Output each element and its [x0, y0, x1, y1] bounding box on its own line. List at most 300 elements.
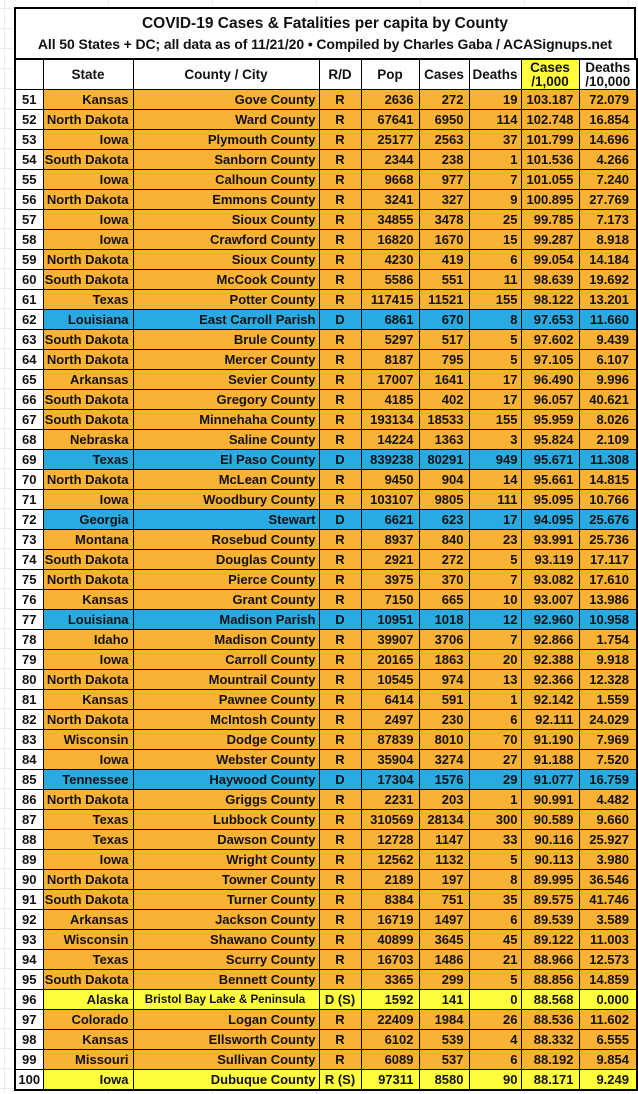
- county-cell: Webster County: [133, 750, 319, 770]
- cases-cell: 1018: [419, 610, 469, 630]
- deaths-per-10000-cell: 13.201: [579, 290, 637, 310]
- table-row: [15, 830, 637, 850]
- cases-per-1000-cell: 91.077: [521, 770, 579, 790]
- cases-per-1000-cell: 89.539: [521, 910, 579, 930]
- county-cell: Stewart: [133, 510, 319, 530]
- cases-per-1000-cell: 95.824: [521, 430, 579, 450]
- cases-cell: 840: [419, 530, 469, 550]
- deaths-cell: 11: [469, 270, 521, 290]
- page-title: COVID-19 Cases & Fatalities per capita by County: [141, 15, 509, 32]
- cases-per-1000-cell: 88.536: [521, 1010, 579, 1030]
- county-cell: Pierce County: [133, 570, 319, 590]
- party-cell: R: [319, 830, 361, 850]
- deaths-cell: 0: [469, 990, 521, 1010]
- rank-cell: 68: [15, 430, 43, 450]
- col-header-rank: [15, 59, 43, 90]
- party-cell: R: [319, 410, 361, 430]
- party-cell: R: [319, 370, 361, 390]
- state-cell: Arkansas: [43, 910, 133, 930]
- population-cell: 4185: [361, 390, 419, 410]
- deaths-cell: 8: [469, 310, 521, 330]
- rank-cell: 99: [15, 1050, 43, 1070]
- state-cell: South Dakota: [43, 390, 133, 410]
- population-cell: 103107: [361, 490, 419, 510]
- col-header-cases-per-1000: [521, 59, 579, 90]
- deaths-cell: 17: [469, 370, 521, 390]
- rank-cell: 89: [15, 850, 43, 870]
- state-cell: North Dakota: [43, 470, 133, 490]
- population-cell: 2636: [361, 90, 419, 110]
- deaths-cell: 5: [469, 330, 521, 350]
- party-cell: R: [319, 910, 361, 930]
- rank-cell: 88: [15, 830, 43, 850]
- cases-cell: 1486: [419, 950, 469, 970]
- col-header-rd: R/D: [319, 59, 361, 90]
- cases-per-1000-cell: 88.568: [521, 990, 579, 1010]
- table-row: [15, 370, 637, 390]
- party-cell: R: [319, 530, 361, 550]
- population-cell: 6102: [361, 1030, 419, 1050]
- party-cell: D: [319, 770, 361, 790]
- rank-cell: 81: [15, 690, 43, 710]
- cases-per-1000-cell: 91.190: [521, 730, 579, 750]
- state-cell: North Dakota: [43, 110, 133, 130]
- population-cell: 5586: [361, 270, 419, 290]
- cases-per-1000-cell: 92.960: [521, 610, 579, 630]
- population-cell: 8937: [361, 530, 419, 550]
- county-cell: Dubuque County: [133, 1070, 319, 1091]
- deaths-cell: 17: [469, 390, 521, 410]
- deaths-per-10000-cell: 17.117: [579, 550, 637, 570]
- county-cell: Towner County: [133, 870, 319, 890]
- col-header-pop: Pop: [361, 59, 419, 90]
- population-cell: 6414: [361, 690, 419, 710]
- deaths-per-10000-cell: 2.109: [579, 430, 637, 450]
- state-cell: North Dakota: [43, 350, 133, 370]
- page-subtitle: All 50 States + DC; all data as of 11/21/20 • Compiled by Charles Gaba / ACASignups.net: [37, 36, 613, 52]
- county-cell: Dodge County: [133, 730, 319, 750]
- rank-cell: 55: [15, 170, 43, 190]
- rank-cell: 82: [15, 710, 43, 730]
- deaths-per-10000-cell: 72.079: [579, 90, 637, 110]
- cases-cell: 670: [419, 310, 469, 330]
- population-cell: 2231: [361, 790, 419, 810]
- party-cell: R: [319, 350, 361, 370]
- state-cell: North Dakota: [43, 870, 133, 890]
- state-cell: Iowa: [43, 650, 133, 670]
- rank-cell: 64: [15, 350, 43, 370]
- rank-cell: 69: [15, 450, 43, 470]
- deaths-cell: 300: [469, 810, 521, 830]
- party-cell: D: [319, 450, 361, 470]
- cases-per-1000-cell: 99.054: [521, 250, 579, 270]
- population-cell: 22409: [361, 1010, 419, 1030]
- deaths-cell: 26: [469, 1010, 521, 1030]
- county-cell: Scurry County: [133, 950, 319, 970]
- table-row: [15, 110, 637, 130]
- deaths-cell: 23: [469, 530, 521, 550]
- population-cell: 67641: [361, 110, 419, 130]
- state-cell: Texas: [43, 830, 133, 850]
- deaths-per-10000-cell: 3.980: [579, 850, 637, 870]
- table-row: [15, 630, 637, 650]
- deaths-cell: 45: [469, 930, 521, 950]
- table-row: [15, 950, 637, 970]
- cases-cell: 419: [419, 250, 469, 270]
- header-row: [15, 59, 637, 90]
- cases-cell: 551: [419, 270, 469, 290]
- table-row: [15, 130, 637, 150]
- deaths-per-10000-cell: 4.482: [579, 790, 637, 810]
- state-cell: Louisiana: [43, 610, 133, 630]
- state-cell: North Dakota: [43, 710, 133, 730]
- party-cell: D: [319, 310, 361, 330]
- table-row: [15, 310, 637, 330]
- state-cell: Tennessee: [43, 770, 133, 790]
- cases-per-1000-cell: 90.116: [521, 830, 579, 850]
- party-cell: R: [319, 590, 361, 610]
- population-cell: 2189: [361, 870, 419, 890]
- deaths-per-10000-cell: 11.308: [579, 450, 637, 470]
- deaths-per-10000-cell: 10.958: [579, 610, 637, 630]
- deaths-cell: 4: [469, 1030, 521, 1050]
- cases-cell: 203: [419, 790, 469, 810]
- deaths-cell: 12: [469, 610, 521, 630]
- deaths-per-10000-cell: 9.918: [579, 650, 637, 670]
- deaths-per-10000-cell: 36.546: [579, 870, 637, 890]
- cases-cell: 238: [419, 150, 469, 170]
- population-cell: 14224: [361, 430, 419, 450]
- cases-rate-header-line1: Cases: [530, 59, 570, 75]
- cases-cell: 977: [419, 170, 469, 190]
- cases-cell: 591: [419, 690, 469, 710]
- county-cell: Gove County: [133, 90, 319, 110]
- state-cell: North Dakota: [43, 570, 133, 590]
- deaths-per-10000-cell: 1.754: [579, 630, 637, 650]
- deaths-cell: 5: [469, 350, 521, 370]
- deaths-cell: 14: [469, 470, 521, 490]
- rank-cell: 54: [15, 150, 43, 170]
- deaths-per-10000-cell: 13.986: [579, 590, 637, 610]
- rank-cell: 83: [15, 730, 43, 750]
- cases-cell: 1984: [419, 1010, 469, 1030]
- party-cell: R: [319, 230, 361, 250]
- table-row: [15, 270, 637, 290]
- table-row: [15, 550, 637, 570]
- cases-per-1000-cell: 92.366: [521, 670, 579, 690]
- rank-cell: 80: [15, 670, 43, 690]
- deaths-cell: 7: [469, 630, 521, 650]
- cases-per-1000-cell: 89.122: [521, 930, 579, 950]
- deaths-per-10000-cell: 9.996: [579, 370, 637, 390]
- deaths-cell: 3: [469, 430, 521, 450]
- cases-cell: 327: [419, 190, 469, 210]
- deaths-per-10000-cell: 25.927: [579, 830, 637, 850]
- population-cell: 12728: [361, 830, 419, 850]
- county-cell: Madison Parish: [133, 610, 319, 630]
- cases-per-1000-cell: 93.119: [521, 550, 579, 570]
- cases-per-1000-cell: 100.895: [521, 190, 579, 210]
- population-cell: 39907: [361, 630, 419, 650]
- cases-cell: 904: [419, 470, 469, 490]
- cases-cell: 28134: [419, 810, 469, 830]
- cases-per-1000-cell: 97.653: [521, 310, 579, 330]
- county-cell: Crawford County: [133, 230, 319, 250]
- county-cell: El Paso County: [133, 450, 319, 470]
- deaths-cell: 6: [469, 1050, 521, 1070]
- county-cell: McCook County: [133, 270, 319, 290]
- population-cell: 10545: [361, 670, 419, 690]
- table-row: [15, 330, 637, 350]
- deaths-cell: 70: [469, 730, 521, 750]
- rank-cell: 72: [15, 510, 43, 530]
- county-cell: Turner County: [133, 890, 319, 910]
- table-header: [15, 59, 637, 90]
- deaths-cell: 8: [469, 870, 521, 890]
- deaths-cell: 33: [469, 830, 521, 850]
- table-row: [15, 1010, 637, 1030]
- deaths-per-10000-cell: 9.660: [579, 810, 637, 830]
- party-cell: D: [319, 510, 361, 530]
- party-cell: R: [319, 270, 361, 290]
- deaths-cell: 7: [469, 570, 521, 590]
- cases-per-1000-cell: 88.171: [521, 1070, 579, 1091]
- county-ranking-table: [14, 58, 638, 1091]
- party-cell: R: [319, 570, 361, 590]
- state-cell: Kansas: [43, 1030, 133, 1050]
- cases-cell: 6950: [419, 110, 469, 130]
- state-cell: Iowa: [43, 130, 133, 150]
- population-cell: 6861: [361, 310, 419, 330]
- population-cell: 9450: [361, 470, 419, 490]
- cases-cell: 665: [419, 590, 469, 610]
- rank-cell: 51: [15, 90, 43, 110]
- party-cell: R: [319, 250, 361, 270]
- county-cell: Ellsworth County: [133, 1030, 319, 1050]
- cases-per-1000-cell: 92.866: [521, 630, 579, 650]
- rank-cell: 71: [15, 490, 43, 510]
- deaths-per-10000-cell: 6.107: [579, 350, 637, 370]
- col-header-state: State: [43, 59, 133, 90]
- deaths-cell: 6: [469, 250, 521, 270]
- county-cell: Ward County: [133, 110, 319, 130]
- cases-cell: 1363: [419, 430, 469, 450]
- county-cell: Sanborn County: [133, 150, 319, 170]
- cases-cell: 1576: [419, 770, 469, 790]
- cases-per-1000-cell: 93.082: [521, 570, 579, 590]
- state-cell: Wisconsin: [43, 930, 133, 950]
- population-cell: 16719: [361, 910, 419, 930]
- deaths-per-10000-cell: 14.184: [579, 250, 637, 270]
- deaths-per-10000-cell: 14.815: [579, 470, 637, 490]
- cases-cell: 8010: [419, 730, 469, 750]
- table-row: [15, 90, 637, 110]
- population-cell: 310569: [361, 810, 419, 830]
- state-cell: Iowa: [43, 490, 133, 510]
- party-cell: R: [319, 470, 361, 490]
- deaths-cell: 90: [469, 1070, 521, 1091]
- cases-per-1000-cell: 88.966: [521, 950, 579, 970]
- county-cell: Haywood County: [133, 770, 319, 790]
- deaths-cell: 1: [469, 690, 521, 710]
- rank-cell: 94: [15, 950, 43, 970]
- cases-cell: 1670: [419, 230, 469, 250]
- cases-cell: 974: [419, 670, 469, 690]
- table-row: [15, 890, 637, 910]
- cases-per-1000-cell: 96.057: [521, 390, 579, 410]
- cases-per-1000-cell: 88.192: [521, 1050, 579, 1070]
- state-cell: Iowa: [43, 170, 133, 190]
- deaths-cell: 10: [469, 590, 521, 610]
- deaths-cell: 949: [469, 450, 521, 470]
- party-cell: R: [319, 190, 361, 210]
- rank-cell: 87: [15, 810, 43, 830]
- cases-per-1000-cell: 89.995: [521, 870, 579, 890]
- table-row: [15, 990, 637, 1010]
- state-cell: Idaho: [43, 630, 133, 650]
- party-cell: R: [319, 150, 361, 170]
- county-cell: Griggs County: [133, 790, 319, 810]
- population-cell: 4230: [361, 250, 419, 270]
- rank-cell: 93: [15, 930, 43, 950]
- party-cell: R: [319, 490, 361, 510]
- cases-per-1000-cell: 97.105: [521, 350, 579, 370]
- state-cell: Iowa: [43, 850, 133, 870]
- population-cell: 16820: [361, 230, 419, 250]
- state-cell: Texas: [43, 290, 133, 310]
- cases-per-1000-cell: 98.639: [521, 270, 579, 290]
- population-cell: 1592: [361, 990, 419, 1010]
- cases-per-1000-cell: 95.959: [521, 410, 579, 430]
- state-cell: Louisiana: [43, 310, 133, 330]
- population-cell: 5297: [361, 330, 419, 350]
- cases-cell: 18533: [419, 410, 469, 430]
- population-cell: 10951: [361, 610, 419, 630]
- party-cell: R: [319, 430, 361, 450]
- cases-cell: 623: [419, 510, 469, 530]
- deaths-per-10000-cell: 16.759: [579, 770, 637, 790]
- state-cell: Kansas: [43, 90, 133, 110]
- cases-per-1000-cell: 90.991: [521, 790, 579, 810]
- state-cell: Arkansas: [43, 370, 133, 390]
- cases-cell: 299: [419, 970, 469, 990]
- county-cell: Minnehaha County: [133, 410, 319, 430]
- cases-per-1000-cell: 101.055: [521, 170, 579, 190]
- cases-per-1000-cell: 88.332: [521, 1030, 579, 1050]
- cases-per-1000-cell: 89.575: [521, 890, 579, 910]
- party-cell: R: [319, 810, 361, 830]
- state-cell: Iowa: [43, 230, 133, 250]
- table-row: [15, 610, 637, 630]
- rank-cell: 79: [15, 650, 43, 670]
- table-body: [15, 90, 637, 1091]
- county-cell: Emmons County: [133, 190, 319, 210]
- deaths-cell: 17: [469, 510, 521, 530]
- cases-cell: 80291: [419, 450, 469, 470]
- rank-cell: 85: [15, 770, 43, 790]
- party-cell: R: [319, 670, 361, 690]
- rank-cell: 90: [15, 870, 43, 890]
- table-row: [15, 670, 637, 690]
- county-cell: Sevier County: [133, 370, 319, 390]
- cases-per-1000-cell: 92.388: [521, 650, 579, 670]
- table-row: [15, 350, 637, 370]
- population-cell: 8384: [361, 890, 419, 910]
- table-row: [15, 790, 637, 810]
- table-row: [15, 730, 637, 750]
- county-cell: McIntosh County: [133, 710, 319, 730]
- rank-cell: 60: [15, 270, 43, 290]
- population-cell: 40899: [361, 930, 419, 950]
- rank-cell: 78: [15, 630, 43, 650]
- county-cell: Gregory County: [133, 390, 319, 410]
- table-row: [15, 970, 637, 990]
- deaths-cell: 155: [469, 410, 521, 430]
- party-cell: R: [319, 170, 361, 190]
- county-cell: Plymouth County: [133, 130, 319, 150]
- deaths-cell: 35: [469, 890, 521, 910]
- cases-cell: 230: [419, 710, 469, 730]
- deaths-cell: 114: [469, 110, 521, 130]
- population-cell: 16703: [361, 950, 419, 970]
- county-cell: Bristol Bay Lake & Peninsula: [133, 990, 319, 1010]
- cases-cell: 3706: [419, 630, 469, 650]
- table-row: [15, 430, 637, 450]
- state-cell: South Dakota: [43, 410, 133, 430]
- county-cell: Sullivan County: [133, 1050, 319, 1070]
- state-cell: Colorado: [43, 1010, 133, 1030]
- state-cell: Texas: [43, 810, 133, 830]
- deaths-per-10000-cell: 3.589: [579, 910, 637, 930]
- state-cell: Iowa: [43, 1070, 133, 1091]
- rank-cell: 57: [15, 210, 43, 230]
- cases-per-1000-cell: 92.111: [521, 710, 579, 730]
- party-cell: R: [319, 950, 361, 970]
- table-row: [15, 870, 637, 890]
- state-cell: North Dakota: [43, 250, 133, 270]
- deaths-cell: 19: [469, 90, 521, 110]
- county-cell: Calhoun County: [133, 170, 319, 190]
- population-cell: 2344: [361, 150, 419, 170]
- population-cell: 6621: [361, 510, 419, 530]
- cases-cell: 1497: [419, 910, 469, 930]
- deaths-cell: 5: [469, 850, 521, 870]
- cases-cell: 1132: [419, 850, 469, 870]
- rank-cell: 97: [15, 1010, 43, 1030]
- deaths-cell: 7: [469, 170, 521, 190]
- deaths-cell: 13: [469, 670, 521, 690]
- state-cell: Wisconsin: [43, 730, 133, 750]
- deaths-cell: 9: [469, 190, 521, 210]
- deaths-per-10000-cell: 9.854: [579, 1050, 637, 1070]
- population-cell: 20165: [361, 650, 419, 670]
- state-cell: South Dakota: [43, 890, 133, 910]
- population-cell: 25177: [361, 130, 419, 150]
- table-row: [15, 250, 637, 270]
- col-header-deaths: Deaths: [469, 59, 521, 90]
- rank-cell: 67: [15, 410, 43, 430]
- deaths-per-10000-cell: 7.520: [579, 750, 637, 770]
- table-row: [15, 390, 637, 410]
- deaths-per-10000-cell: 27.769: [579, 190, 637, 210]
- cases-per-1000-cell: 91.188: [521, 750, 579, 770]
- cases-per-1000-cell: 96.490: [521, 370, 579, 390]
- party-cell: R: [319, 1050, 361, 1070]
- deaths-per-10000-cell: 11.660: [579, 310, 637, 330]
- cases-per-1000-cell: 97.602: [521, 330, 579, 350]
- deaths-rate-header-line2: /10,000: [585, 73, 631, 89]
- cases-cell: 11521: [419, 290, 469, 310]
